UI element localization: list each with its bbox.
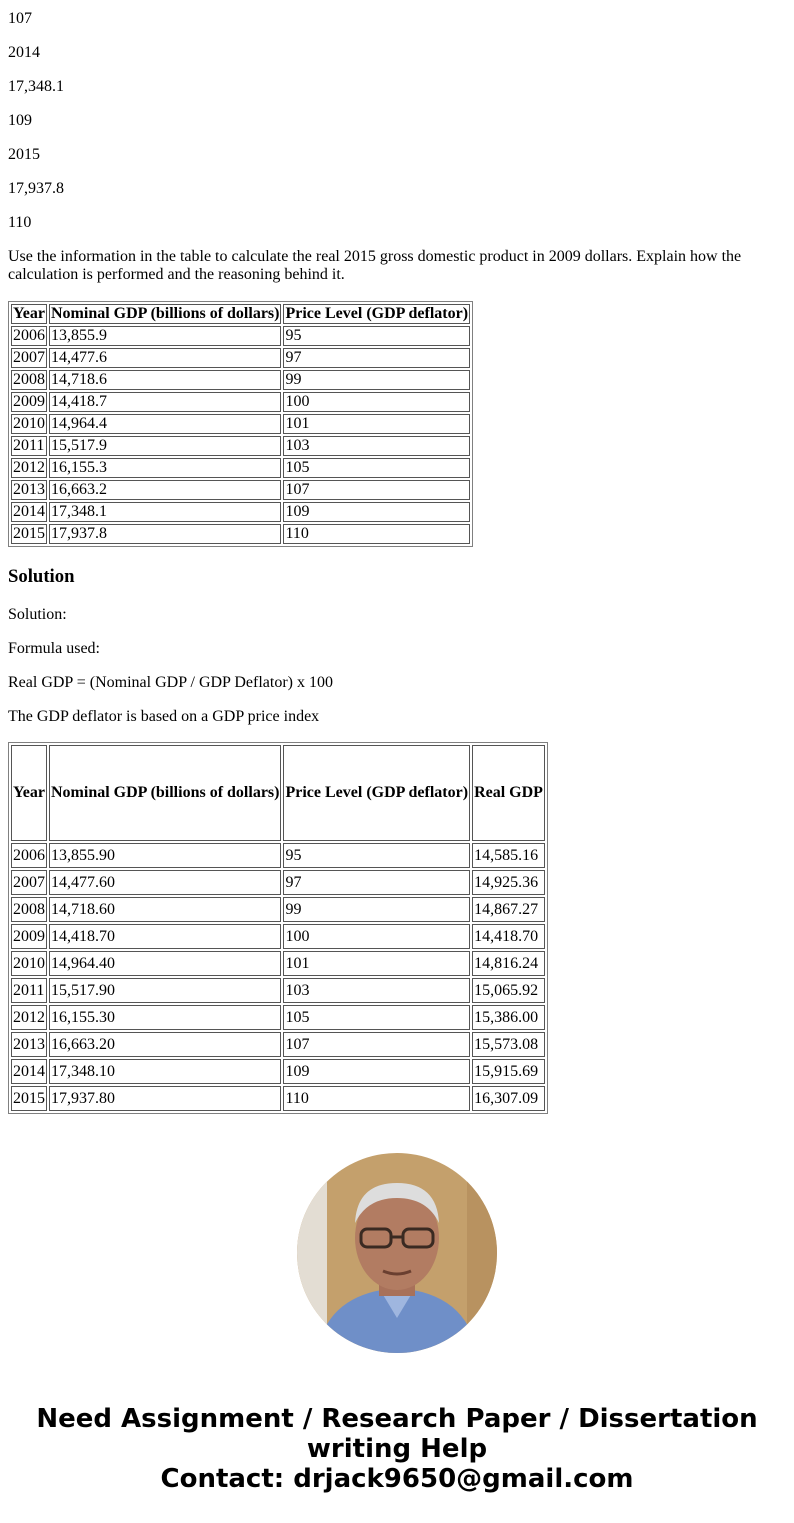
table-cell: 2011	[11, 978, 47, 1003]
table-cell: 16,663.2	[49, 480, 281, 500]
table-row	[11, 480, 470, 500]
table-row	[11, 348, 470, 368]
table-cell: 105	[283, 458, 470, 478]
table-row	[11, 524, 470, 544]
header-row	[11, 745, 545, 841]
table-cell: 2014	[11, 1059, 47, 1084]
table-cell: 14,816.24	[472, 951, 545, 976]
table-cell: 14,477.60	[49, 870, 281, 895]
table-cell: 16,663.20	[49, 1032, 281, 1057]
table-cell: 109	[283, 1059, 470, 1084]
table-cell: 2014	[13, 503, 45, 520]
table-row	[11, 978, 545, 1003]
solution-line: Solution:	[8, 606, 67, 623]
table-cell: 14,585.16	[472, 843, 545, 868]
table-cell: 17,937.8	[49, 524, 281, 544]
table-cell: 101	[283, 951, 470, 976]
table-cell: 2009	[13, 393, 45, 410]
table-row	[11, 843, 545, 868]
table-cell: 2006	[13, 327, 45, 344]
table-row	[11, 326, 470, 346]
table-cell: 17,348.1	[49, 502, 281, 522]
table-cell: 16,155.3	[49, 458, 281, 478]
table-cell: 95	[283, 843, 470, 868]
table-row	[11, 1059, 545, 1084]
text-line: 110	[8, 214, 32, 231]
table-row	[11, 924, 545, 949]
table-cell: 97	[283, 870, 470, 895]
deflator-note: The GDP deflator is based on a GDP price index	[8, 708, 320, 725]
gdp-table	[8, 301, 473, 547]
table-cell: 2012	[11, 1005, 47, 1030]
table-row	[11, 897, 545, 922]
table-cell: 17,937.80	[49, 1086, 281, 1111]
text-line: 109	[8, 112, 32, 129]
banner-line-1: Need Assignment / Research Paper / Dissertation	[36, 1404, 758, 1434]
formula-label: Formula used:	[8, 640, 100, 657]
table-cell: 107	[283, 1032, 470, 1057]
solution-heading: Solution	[8, 566, 75, 587]
table-cell: 101	[283, 414, 470, 434]
table-row	[11, 1032, 545, 1057]
person-photo-icon	[297, 1153, 497, 1353]
text-line: 2015	[8, 146, 40, 163]
table-row	[11, 1005, 545, 1030]
text-line: 17,937.8	[8, 180, 64, 197]
table-cell: 2015	[11, 1086, 47, 1111]
table-row	[11, 458, 470, 478]
table-cell: 95	[283, 326, 470, 346]
table-row	[11, 436, 470, 456]
table-row	[11, 370, 470, 390]
question-text: Use the information in the table to calculate the real 2015 gross domestic product in 2009 dollars. Explain how the calculation is performed and the reasoning behind it.	[8, 248, 742, 283]
table-cell: 15,065.92	[472, 978, 545, 1003]
author-avatar	[297, 1153, 497, 1353]
formula-text: Real GDP = (Nominal GDP / GDP Deflator) x 100	[8, 674, 333, 691]
header-row	[11, 304, 470, 324]
table-cell: 15,573.08	[472, 1032, 545, 1057]
table-cell: 14,477.6	[49, 348, 281, 368]
table-cell: 15,517.90	[49, 978, 281, 1003]
column-header: Price Level (GDP deflator)	[285, 305, 469, 322]
banner-line-3: Contact: drjack9650@gmail.com	[160, 1464, 634, 1494]
text-line: 17,348.1	[8, 78, 64, 95]
table-cell: 14,418.7	[49, 392, 281, 412]
table-row	[11, 1086, 545, 1111]
column-header: Price Level (GDP deflator)	[283, 745, 470, 841]
table-cell: 100	[283, 924, 470, 949]
table-cell: 2008	[13, 371, 45, 388]
banner-line-2: writing Help	[306, 1434, 488, 1464]
table-cell: 110	[283, 524, 470, 544]
column-header: Nominal GDP (billions of dollars)	[51, 305, 280, 322]
table-cell: 99	[283, 370, 470, 390]
column-header: Year	[11, 304, 47, 324]
table-cell: 2010	[13, 415, 45, 432]
table-cell: 15,386.00	[472, 1005, 545, 1030]
table-cell: 2008	[11, 897, 47, 922]
real-gdp-table	[8, 742, 548, 1114]
table-row	[11, 951, 545, 976]
text-line: 2014	[8, 44, 40, 61]
table-cell: 13,855.90	[49, 843, 281, 868]
table-cell: 14,418.70	[472, 924, 545, 949]
table-cell: 2012	[13, 459, 45, 476]
table-cell: 2015	[13, 525, 45, 542]
table-cell: 2006	[11, 843, 47, 868]
contact-banner	[0, 1404, 794, 1494]
table-cell: 2010	[11, 951, 47, 976]
table-cell: 97	[283, 348, 470, 368]
table-cell: 14,925.36	[472, 870, 545, 895]
table-cell: 15,517.9	[49, 436, 281, 456]
table-cell: 110	[283, 1086, 470, 1111]
table-cell: 17,348.10	[49, 1059, 281, 1084]
table-row	[11, 414, 470, 434]
table-row	[11, 870, 545, 895]
table-cell: 2011	[11, 436, 47, 456]
table-cell: 2007	[13, 349, 45, 366]
table-cell: 2007	[11, 870, 47, 895]
table-cell: 14,867.27	[472, 897, 545, 922]
table-cell: 2009	[11, 924, 47, 949]
table-cell: 2013	[13, 481, 45, 498]
column-header: Real GDP	[472, 745, 545, 841]
table-cell: 13,855.9	[49, 326, 281, 346]
table-cell: 2013	[11, 1032, 47, 1057]
table-cell: 99	[283, 897, 470, 922]
table-cell: 100	[283, 392, 470, 412]
table-cell: 15,915.69	[472, 1059, 545, 1084]
table-row	[11, 392, 470, 412]
table-cell: 103	[283, 978, 470, 1003]
text-line: 107	[8, 10, 32, 27]
table-cell: 103	[283, 436, 470, 456]
table-cell: 14,418.70	[49, 924, 281, 949]
table-cell: 105	[283, 1005, 470, 1030]
table-cell: 109	[283, 502, 470, 522]
table-cell: 16,307.09	[472, 1086, 545, 1111]
table-cell: 14,964.4	[49, 414, 281, 434]
table-cell: 14,718.60	[49, 897, 281, 922]
table-row	[11, 502, 470, 522]
table-cell: 16,155.30	[49, 1005, 281, 1030]
column-header: Nominal GDP (billions of dollars)	[49, 745, 281, 841]
column-header: Year	[11, 745, 47, 841]
table-cell: 107	[283, 480, 470, 500]
table-cell: 14,964.40	[49, 951, 281, 976]
table-cell: 14,718.6	[49, 370, 281, 390]
